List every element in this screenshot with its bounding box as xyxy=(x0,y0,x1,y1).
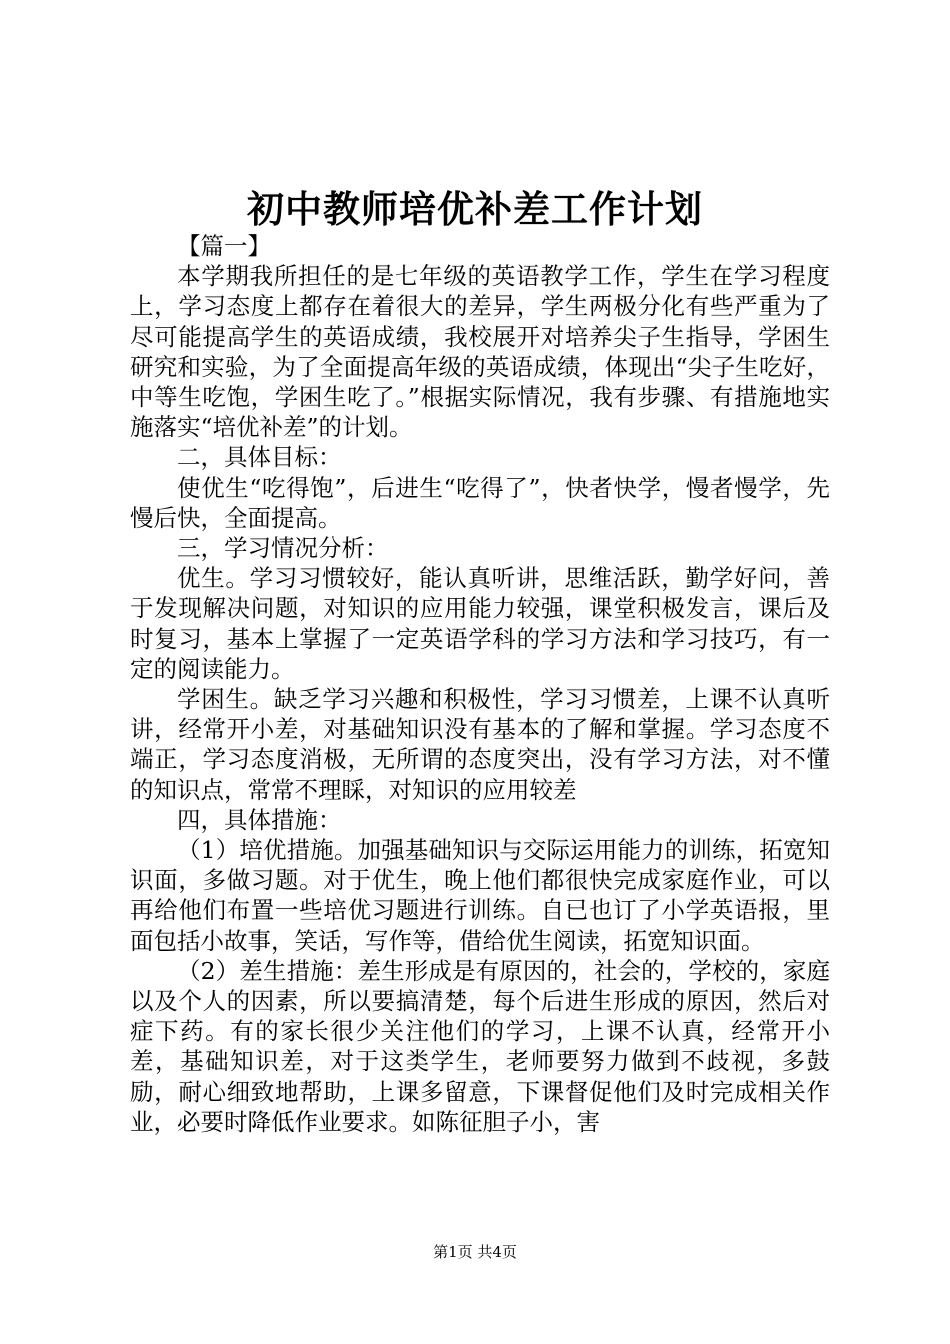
section-heading: 三，学习情况分析： xyxy=(177,534,389,563)
section-heading: 四，具体措施： xyxy=(177,805,342,834)
paragraph: 学困生。缺乏学习兴趣和积极性，学习习惯差，上课不认真听讲，经常开小差，对基础知识没有基本的了解和掌握。学习态度不端正，学习态度消极，无所谓的态度突出，没有学习方法，对不懂的知识点，常常不理睬，对知识的应用较差 xyxy=(130,685,830,804)
paragraph: 优生。学习习惯较好，能认真听讲，思维活跃，勤学好问，善于发现解决问题，对知识的应用能力较强，课堂积极发言，课后及时复习，基本上掌握了一定英语学科的学习方法和学习技巧，有一定的阅读能力。 xyxy=(130,564,830,683)
paragraph: 本学期我所担任的是七年级的英语教学工作，学生在学习程度上，学习态度上都存在着很大的差异，学生两极分化有些严重为了尽可能提高学生的英语成绩，我校展开对培养尖子生指导，学困生研究和实验，为了全面提高年级的英语成绩，体现出“尖子生吃好，中等生吃饱，学困生吃了。”根据实际情况，我有步骤、有措施地实施落实“培优补差”的计划。 xyxy=(130,262,830,442)
paragraph: （1）培优措施。加强基础知识与交际运用能力的训练，拓宽知识面，多做习题。对于优生，晚上他们都很快完成家庭作业，可以再给他们布置一些培优习题进行训练。自已也订了小学英语报，里面包括小故事，笑话，写作等，借给优生阅读，拓宽知识面。 xyxy=(130,836,830,955)
section-heading: 【篇一】 xyxy=(177,232,271,260)
document-body xyxy=(130,231,830,1137)
paragraph: （2）差生措施：差生形成是有原因的，社会的，学校的，家庭以及个人的因素，所以要搞清楚，每个后进生形成的原因，然后对症下药。有的家长很少关注他们的学习，上课不认真，经常开小差，基础知识差，对于这类学生，老师要努力做到不歧视，多鼓励，耐心细致地帮助，上课多留意，下课督促他们及时完成相关作业，必要时降低作业要求。如陈征胆子小，害 xyxy=(130,956,830,1136)
paragraph: 使优生“吃得饱”，后进生“吃得了”，快者快学，慢者慢学，先慢后快，全面提高。 xyxy=(130,473,830,532)
page-footer: 第1页 共4页 xyxy=(433,1243,517,1261)
section-heading: 二，具体目标： xyxy=(177,443,342,472)
document-title: 初中教师培优补差工作计划 xyxy=(247,187,703,231)
